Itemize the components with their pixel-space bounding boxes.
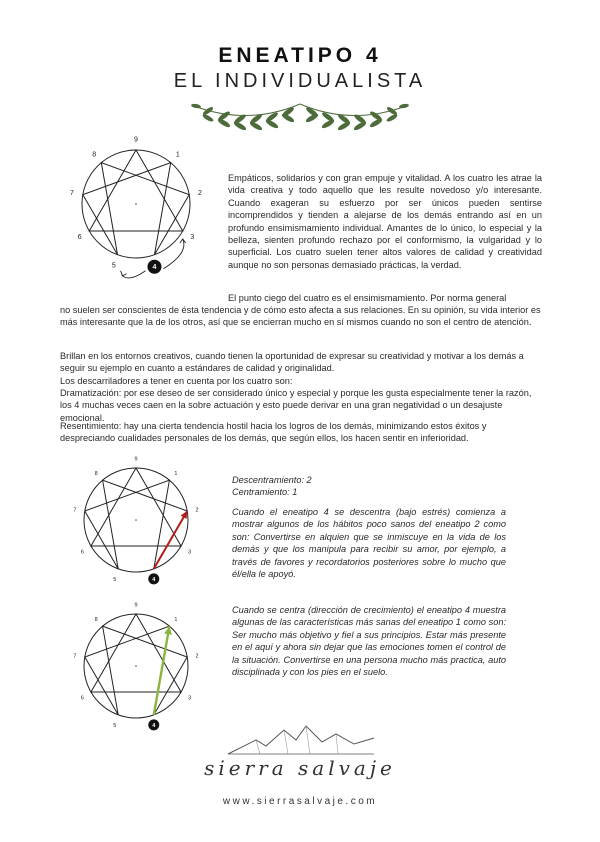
dramatization-paragraph: Dramatización: por ese deseo de ser considerado único y especial y porque les gusta especialmente tener la razón, los 4 muchas veces caen en la sobre actuación y esto puede derivar en una gran negatividad o un desajuste emocional.: [60, 388, 532, 423]
derailers-intro: Los descarriladores a tener en cuenta por los cuatro son:: [60, 376, 293, 386]
point-number-6: 6: [80, 549, 84, 556]
descentramiento-label: Descentramiento: 2: [232, 475, 312, 485]
blind-spot-lead: El punto ciego del cuatro es el ensimismamiento. Por norma general: [228, 293, 507, 303]
point-number-2: 2: [198, 190, 202, 198]
point-number-9: 9: [134, 456, 138, 463]
creative-paragraph: Brillan en los entornos creativos, cuando tienen la oportunidad de expresar su creatividad y motivar a los demás a seguir su ejemplo en cuanto a estándares de calidad y originalidad.: [60, 351, 524, 374]
point-number-7: 7: [73, 507, 77, 514]
enneagram-triangle: [91, 468, 181, 546]
center-dot: [135, 665, 137, 667]
point-number-9: 9: [134, 136, 138, 144]
point-number-8: 8: [92, 151, 97, 159]
enneagram-diagram-main: [56, 128, 216, 298]
point-number-2: 2: [195, 653, 199, 660]
point-number-4: 4: [152, 576, 156, 583]
growth-paragraph: Cuando se centra (dirección de crecimiento) el eneatipo 4 muestra algunas de las características más sanas del eneatipo 1 como son: Ser mucho más objetivo y fiel a sus principios. Estar más presente en el aquí y ahora sin dejar que las emociones tomen el control de la situación. Convertirse en una persona mucho más practica, auto disciplinada y con los pies en el suelo.: [232, 605, 506, 678]
point-number-5: 5: [113, 722, 117, 729]
enneagram-diagram-growth: [56, 596, 216, 742]
enneagram-triangle: [91, 614, 181, 692]
wing-arrow-3-head: [180, 239, 186, 243]
page-subtitle: EL INDIVIDUALISTA: [173, 70, 427, 92]
enneagram-hexad: [83, 163, 189, 255]
stress-paragraph: Cuando el eneatipo 4 se descentra (bajo estrés) comienza a mostrar algunos de los hábitos poco sanos del eneatipo 2 como son: Convertirse en alquien que se inmiscuye en la vida de los demás y que los manipula para recibir su amor, por ejemplo, a través de favores y recordatorios posteriores sobre lo mucho que él/ella le apoyó.: [232, 507, 506, 580]
point-number-2: 2: [195, 507, 199, 514]
page-title: ENEATIPO 4: [218, 44, 382, 67]
centramiento-label: Centramiento: 1: [232, 487, 298, 497]
center-dot: [135, 203, 137, 205]
point-number-7: 7: [73, 653, 77, 660]
point-number-4: 4: [152, 264, 157, 272]
wing-arrow-3: [163, 239, 183, 269]
point-number-4: 4: [152, 722, 156, 729]
intro-paragraph: Empáticos, solidarios y con gran empuje y vitalidad. A los cuatro les atrae la vida creativa y todo aquello que les resulte novedoso y/o interesante. Cuando exageran su esfuerzo por ser únicos pueden sentirse incomprendidos y tienden a alejarse de los demás entrando así en un profundo ensimismamiento individual. Amantes de lo único, lo especial y la belleza, sienten profundo rechazo por el conformismo, la vulgaridad y lo superficial. Los cuatro suelen tener altos valores de calidad y creatividad aunque no son personas demasiado prácticas, la verdad.: [228, 173, 542, 270]
resentment-paragraph: Resentimiento: hay una cierta tendencia hostil hacia los logros de los demás, minimizando estos éxitos y despreciando cualidades personales de los demás, que según ellos, los hacen sentir en inferioridad.: [60, 421, 487, 444]
center-dot: [135, 519, 137, 521]
blind-spot-paragraph: no suelen ser conscientes de ésta tendencia y de cómo esto afecta a sus relaciones. En su opinión, su vida interior es más interesante que la de los otros, así que se encierran mucho en sí mismos cuando no son el centro de atención.: [60, 305, 541, 328]
point-number-6: 6: [77, 234, 82, 241]
enneagram-diagram-stress: [56, 450, 216, 590]
enneagram-triangle: [89, 150, 183, 231]
point-number-7: 7: [70, 190, 74, 198]
point-number-1: 1: [174, 617, 178, 624]
brand-logo: sierra salvaje: [204, 756, 396, 780]
point-number-5: 5: [111, 262, 116, 270]
point-number-6: 6: [80, 695, 84, 702]
point-number-1: 1: [174, 471, 178, 478]
footer-url[interactable]: www.sierrasalvaje.com: [222, 796, 378, 807]
point-number-8: 8: [94, 471, 98, 478]
point-number-3: 3: [188, 695, 192, 702]
point-number-1: 1: [175, 151, 180, 159]
point-number-3: 3: [190, 234, 195, 241]
enneagram-hexad: [85, 480, 187, 569]
mountain-logo-icon: [226, 720, 376, 756]
enneagram-hexad: [85, 626, 187, 715]
point-number-3: 3: [188, 549, 192, 556]
point-number-8: 8: [94, 617, 98, 624]
laurel-ornament: [188, 96, 412, 136]
point-number-9: 9: [134, 602, 138, 609]
point-number-5: 5: [113, 576, 117, 583]
